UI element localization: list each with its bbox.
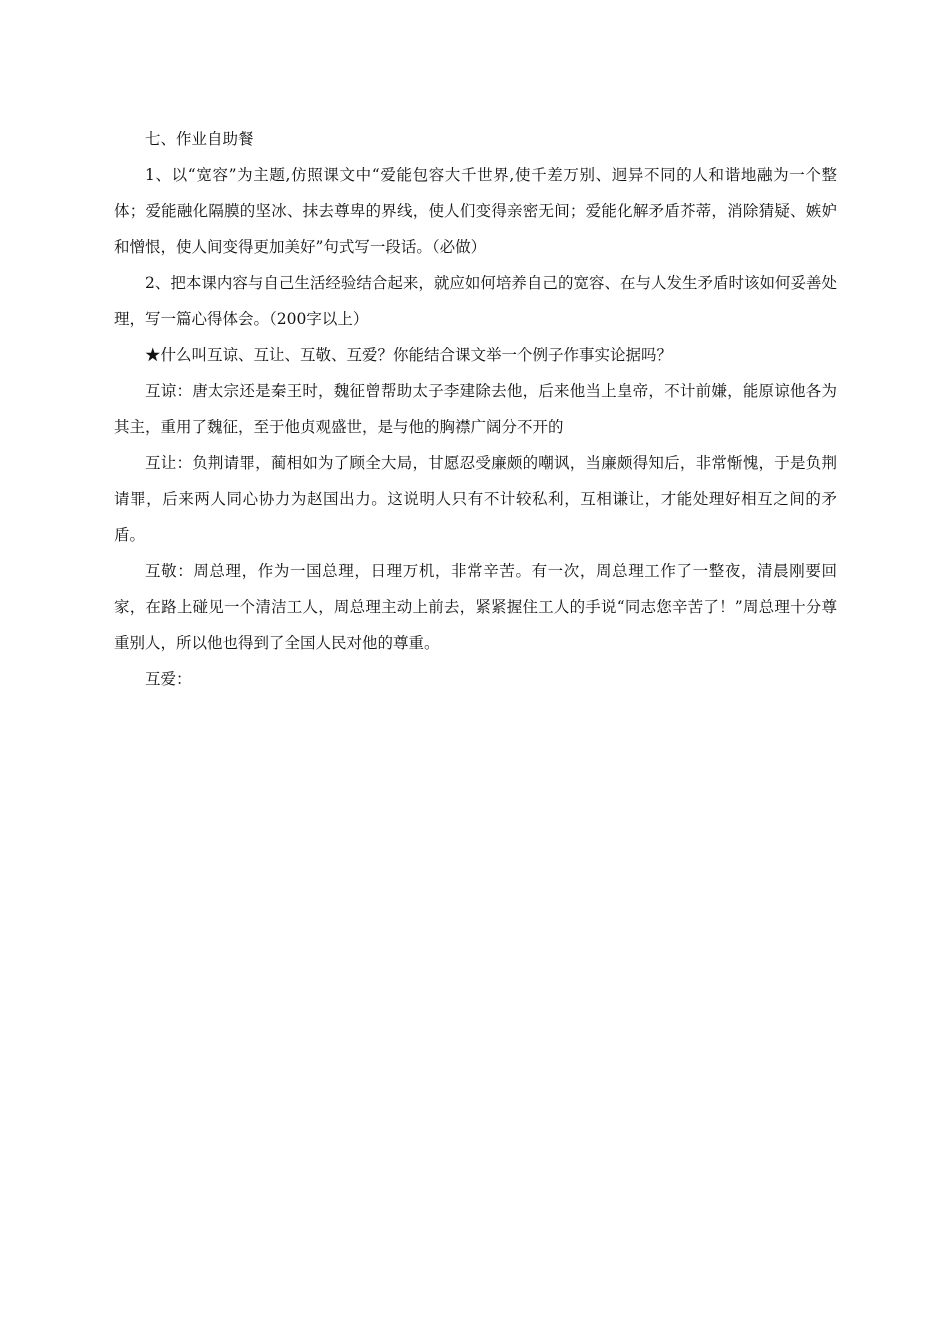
homework-item-1: 1、以“宽容”为主题,仿照课文中“爱能包容大千世界,使千差万别、迥异不同的人和谐地融为一个整体；爱能融化隔膜的坚冰、抹去尊卑的界线，使人们变得亲密无间；爱能化解矛盾芥蒂，消除猜疑、嫉妒和憎恨，使人间变得更加美好”句式写一段话。（必做）: [114, 166, 837, 256]
example-mutual-respect: 互敬：周总理，作为一国总理，日理万机，非常辛苦。有一次，周总理工作了一整夜，清晨刚要回家，在路上碰见一个清洁工人，周总理主动上前去，紧紧握住工人的手说“同志您辛苦了！”周总理十分尊重别人，所以他也得到了全国人民对他的尊重。: [114, 562, 837, 652]
question-paragraph: ★什么叫互谅、互让、互敬、互爱？你能结合课文举一个例子作事实论据吗？: [145, 346, 673, 364]
document-body: [114, 121, 837, 697]
example-mutual-love: 互爱：: [145, 670, 192, 688]
section-heading-homework: 七、作业自助餐: [145, 130, 254, 148]
example-mutual-understanding: 互谅：唐太宗还是秦王时，魏征曾帮助太子李建除去他，后来他当上皇帝，不计前嫌，能原谅他各为其主，重用了魏征，至于他贞观盛世，是与他的胸襟广阔分不开的: [114, 382, 837, 436]
example-mutual-yielding: 互让：负荆请罪，蔺相如为了顾全大局，甘愿忍受廉颇的嘲讽，当廉颇得知后，非常惭愧，于是负荆请罪，后来两人同心协力为赵国出力。这说明人只有不计较私利，互相谦让，才能处理好相互之间的矛盾。: [114, 454, 837, 544]
homework-item-2: 2、把本课内容与自己生活经验结合起来，就应如何培养自己的宽容、在与人发生矛盾时该如何妥善处理，写一篇心得体会。（200字以上）: [114, 274, 837, 328]
